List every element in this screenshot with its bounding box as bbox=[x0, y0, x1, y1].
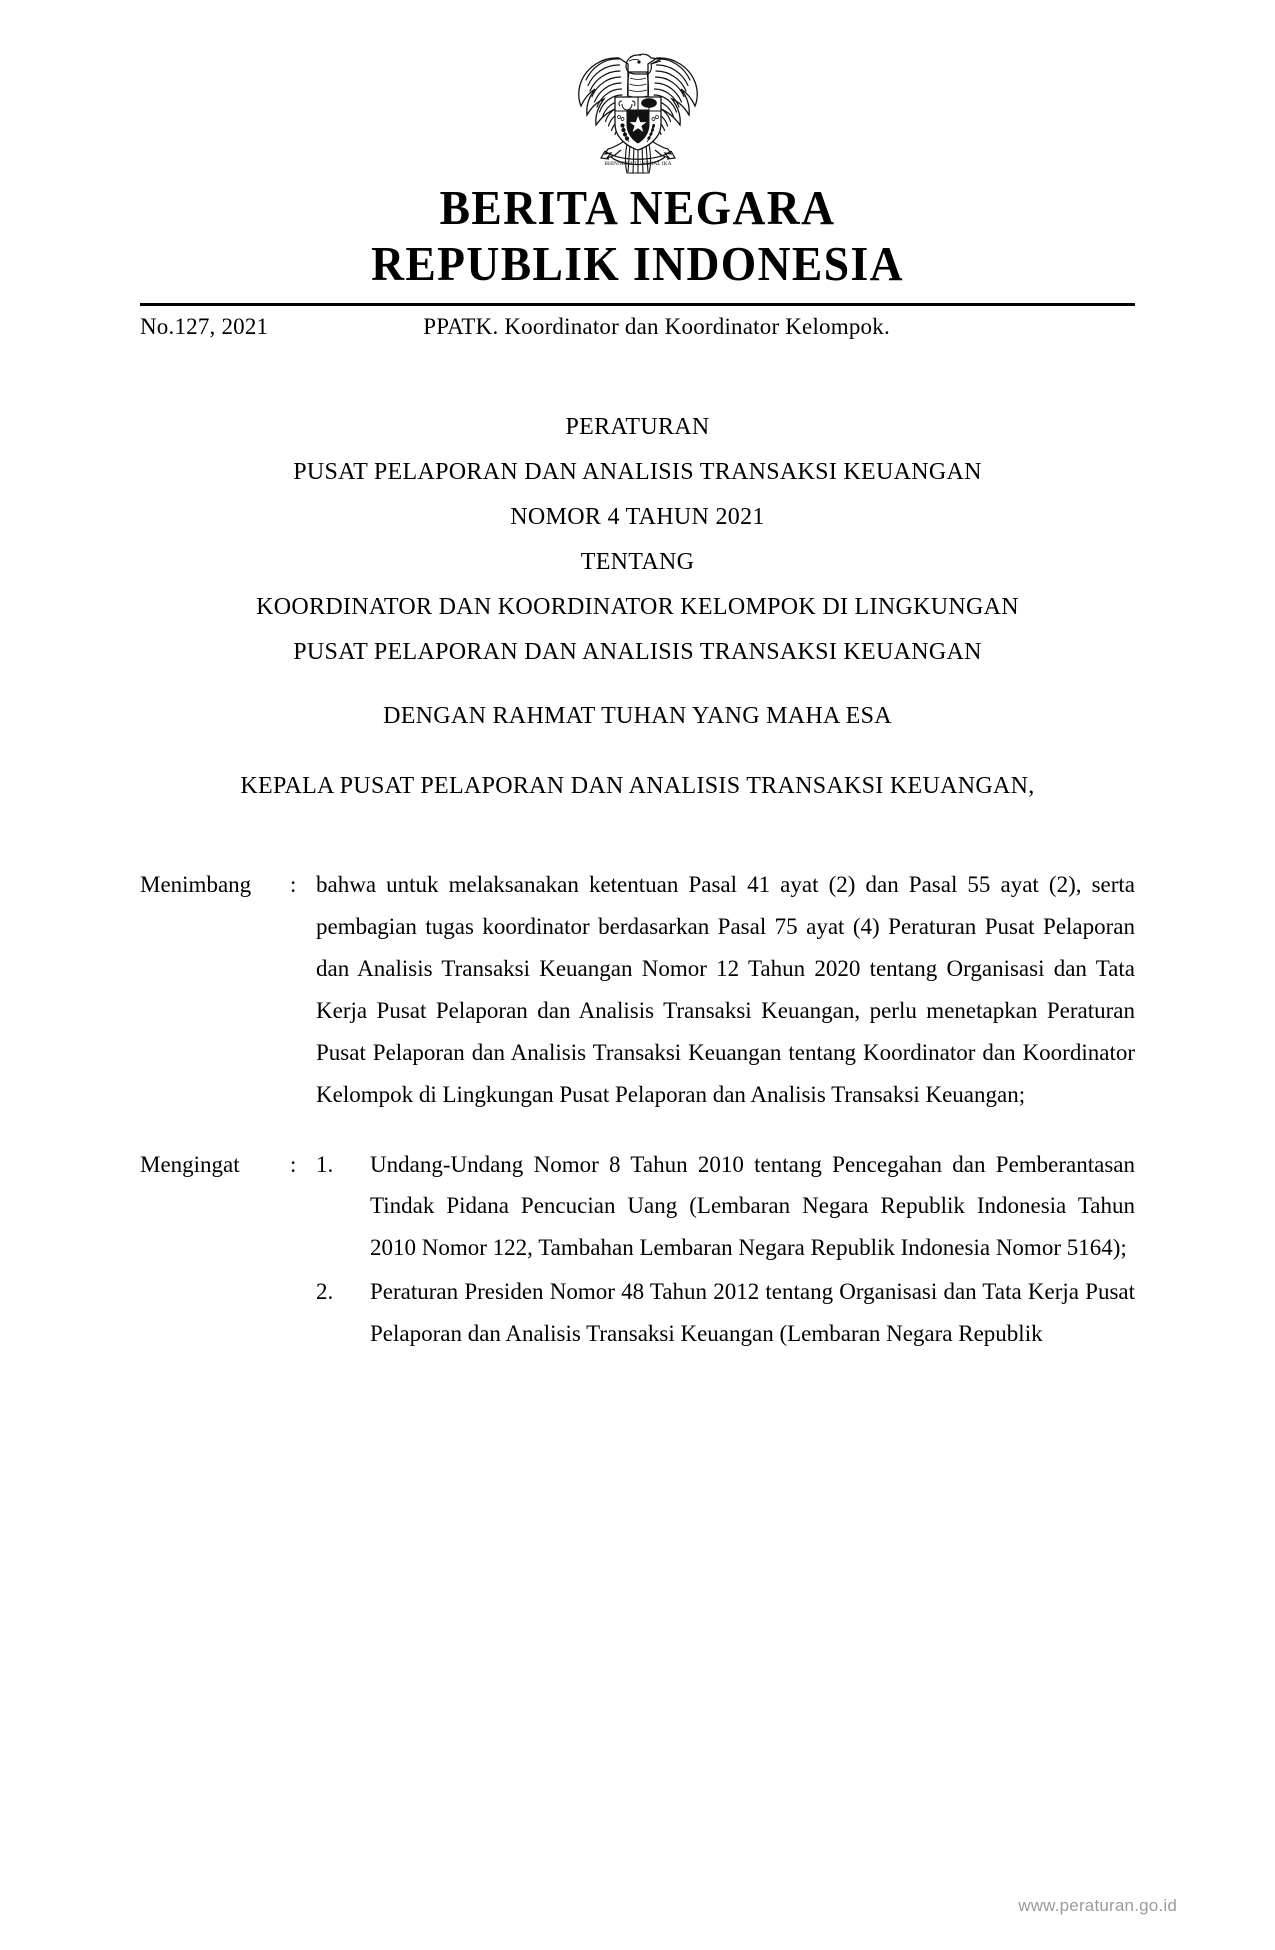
garuda-pancasila-emblem bbox=[563, 26, 713, 174]
title-line-peraturan: PERATURAN bbox=[565, 414, 710, 441]
title-line-number: NOMOR 4 TAHUN 2021 bbox=[510, 504, 765, 531]
masthead bbox=[0, 180, 1275, 293]
title-line-subject-2: PUSAT PELAPORAN DAN ANALISIS TRANSAKSI KEUANGAN bbox=[293, 639, 982, 666]
clause-menimbang bbox=[140, 864, 1135, 1115]
title-line-subject-1: KOORDINATOR DAN KOORDINATOR KELOMPOK DI LINGKUNGAN bbox=[256, 594, 1019, 621]
footer-watermark: www.peraturan.go.id bbox=[1018, 1896, 1177, 1915]
mengingat-list bbox=[316, 1144, 1135, 1355]
clause-colon-mengingat: : bbox=[290, 1151, 297, 1177]
clause-mengingat bbox=[140, 1144, 1135, 1355]
title-line-institution: PUSAT PELAPORAN DAN ANALISIS TRANSAKSI KEUANGAN bbox=[293, 459, 982, 486]
clause-colon-menimbang: : bbox=[290, 872, 297, 898]
list-item bbox=[316, 1144, 1135, 1270]
clause-label-menimbang: Menimbang bbox=[140, 872, 252, 898]
clause-label-mengingat: Mengingat bbox=[140, 1151, 240, 1177]
document-body bbox=[140, 864, 1135, 1354]
svg-text:BHINNEKA TUNGGAL IKA: BHINNEKA TUNGGAL IKA bbox=[603, 161, 672, 167]
menimbang-paragraph: bahwa untuk melaksanakan ketentuan Pasal 41 ayat (2) dan Pasal 55 ayat (2), serta pembagian tugas koordinator berdasarkan Pasal 75 ayat (4) Peraturan Pusat Pelaporan dan Analisis Transaksi Keuangan Nomor 12 Tahun 2020 tentang Organisasi dan Tata Kerja Pusat Pelaporan dan Analisis Transaksi Keuangan, perlu menetapkan Peraturan Pusat Pelaporan dan Analisis Transaksi Keuangan tentang Koordinator dan Koordinator Kelompok di Lingkungan Pusat Pelaporan dan Analisis Transaksi Keuangan; bbox=[316, 872, 1135, 1107]
clause-content-menimbang bbox=[316, 864, 1135, 1115]
masthead-line-1: BERITA NEGARA bbox=[439, 180, 836, 235]
title-line-tentang: TENTANG bbox=[580, 549, 695, 576]
masthead-line-2: REPUBLIK INDONESIA bbox=[371, 236, 904, 292]
list-item-marker: 2. bbox=[316, 1279, 334, 1305]
list-item bbox=[316, 1271, 1135, 1355]
title-line-authority: KEPALA PUSAT PELAPORAN DAN ANALISIS TRANSAKSI KEUANGAN, bbox=[240, 773, 1035, 800]
list-item-marker: 1. bbox=[316, 1151, 334, 1177]
header-divider-rule bbox=[140, 303, 1135, 306]
clause-content-mengingat bbox=[316, 1144, 1135, 1355]
issue-header-line bbox=[140, 313, 1135, 342]
emblem-container bbox=[0, 0, 1275, 174]
issue-number: No.127, 2021 bbox=[140, 313, 269, 339]
list-item-text: Undang-Undang Nomor 8 Tahun 2010 tentang Pencegahan dan Pemberantasan Tindak Pidana Pencucian Uang (Lembaran Negara Republik Indonesia Tahun 2010 Nomor 122, Tambahan Lembaran Negara Republik Indonesia Nomor 5164); bbox=[370, 1151, 1135, 1261]
list-item-text: Peraturan Presiden Nomor 48 Tahun 2012 tentang Organisasi dan Tata Kerja Pusat Pelaporan dan Analisis Transaksi Keuangan (Lembaran Negara Republik bbox=[370, 1279, 1135, 1347]
issue-subject: PPATK. Koordinator dan Koordinator Kelompok. bbox=[423, 313, 890, 339]
title-line-invocation: DENGAN RAHMAT TUHAN YANG MAHA ESA bbox=[383, 703, 892, 730]
regulation-title-block bbox=[0, 415, 1275, 798]
